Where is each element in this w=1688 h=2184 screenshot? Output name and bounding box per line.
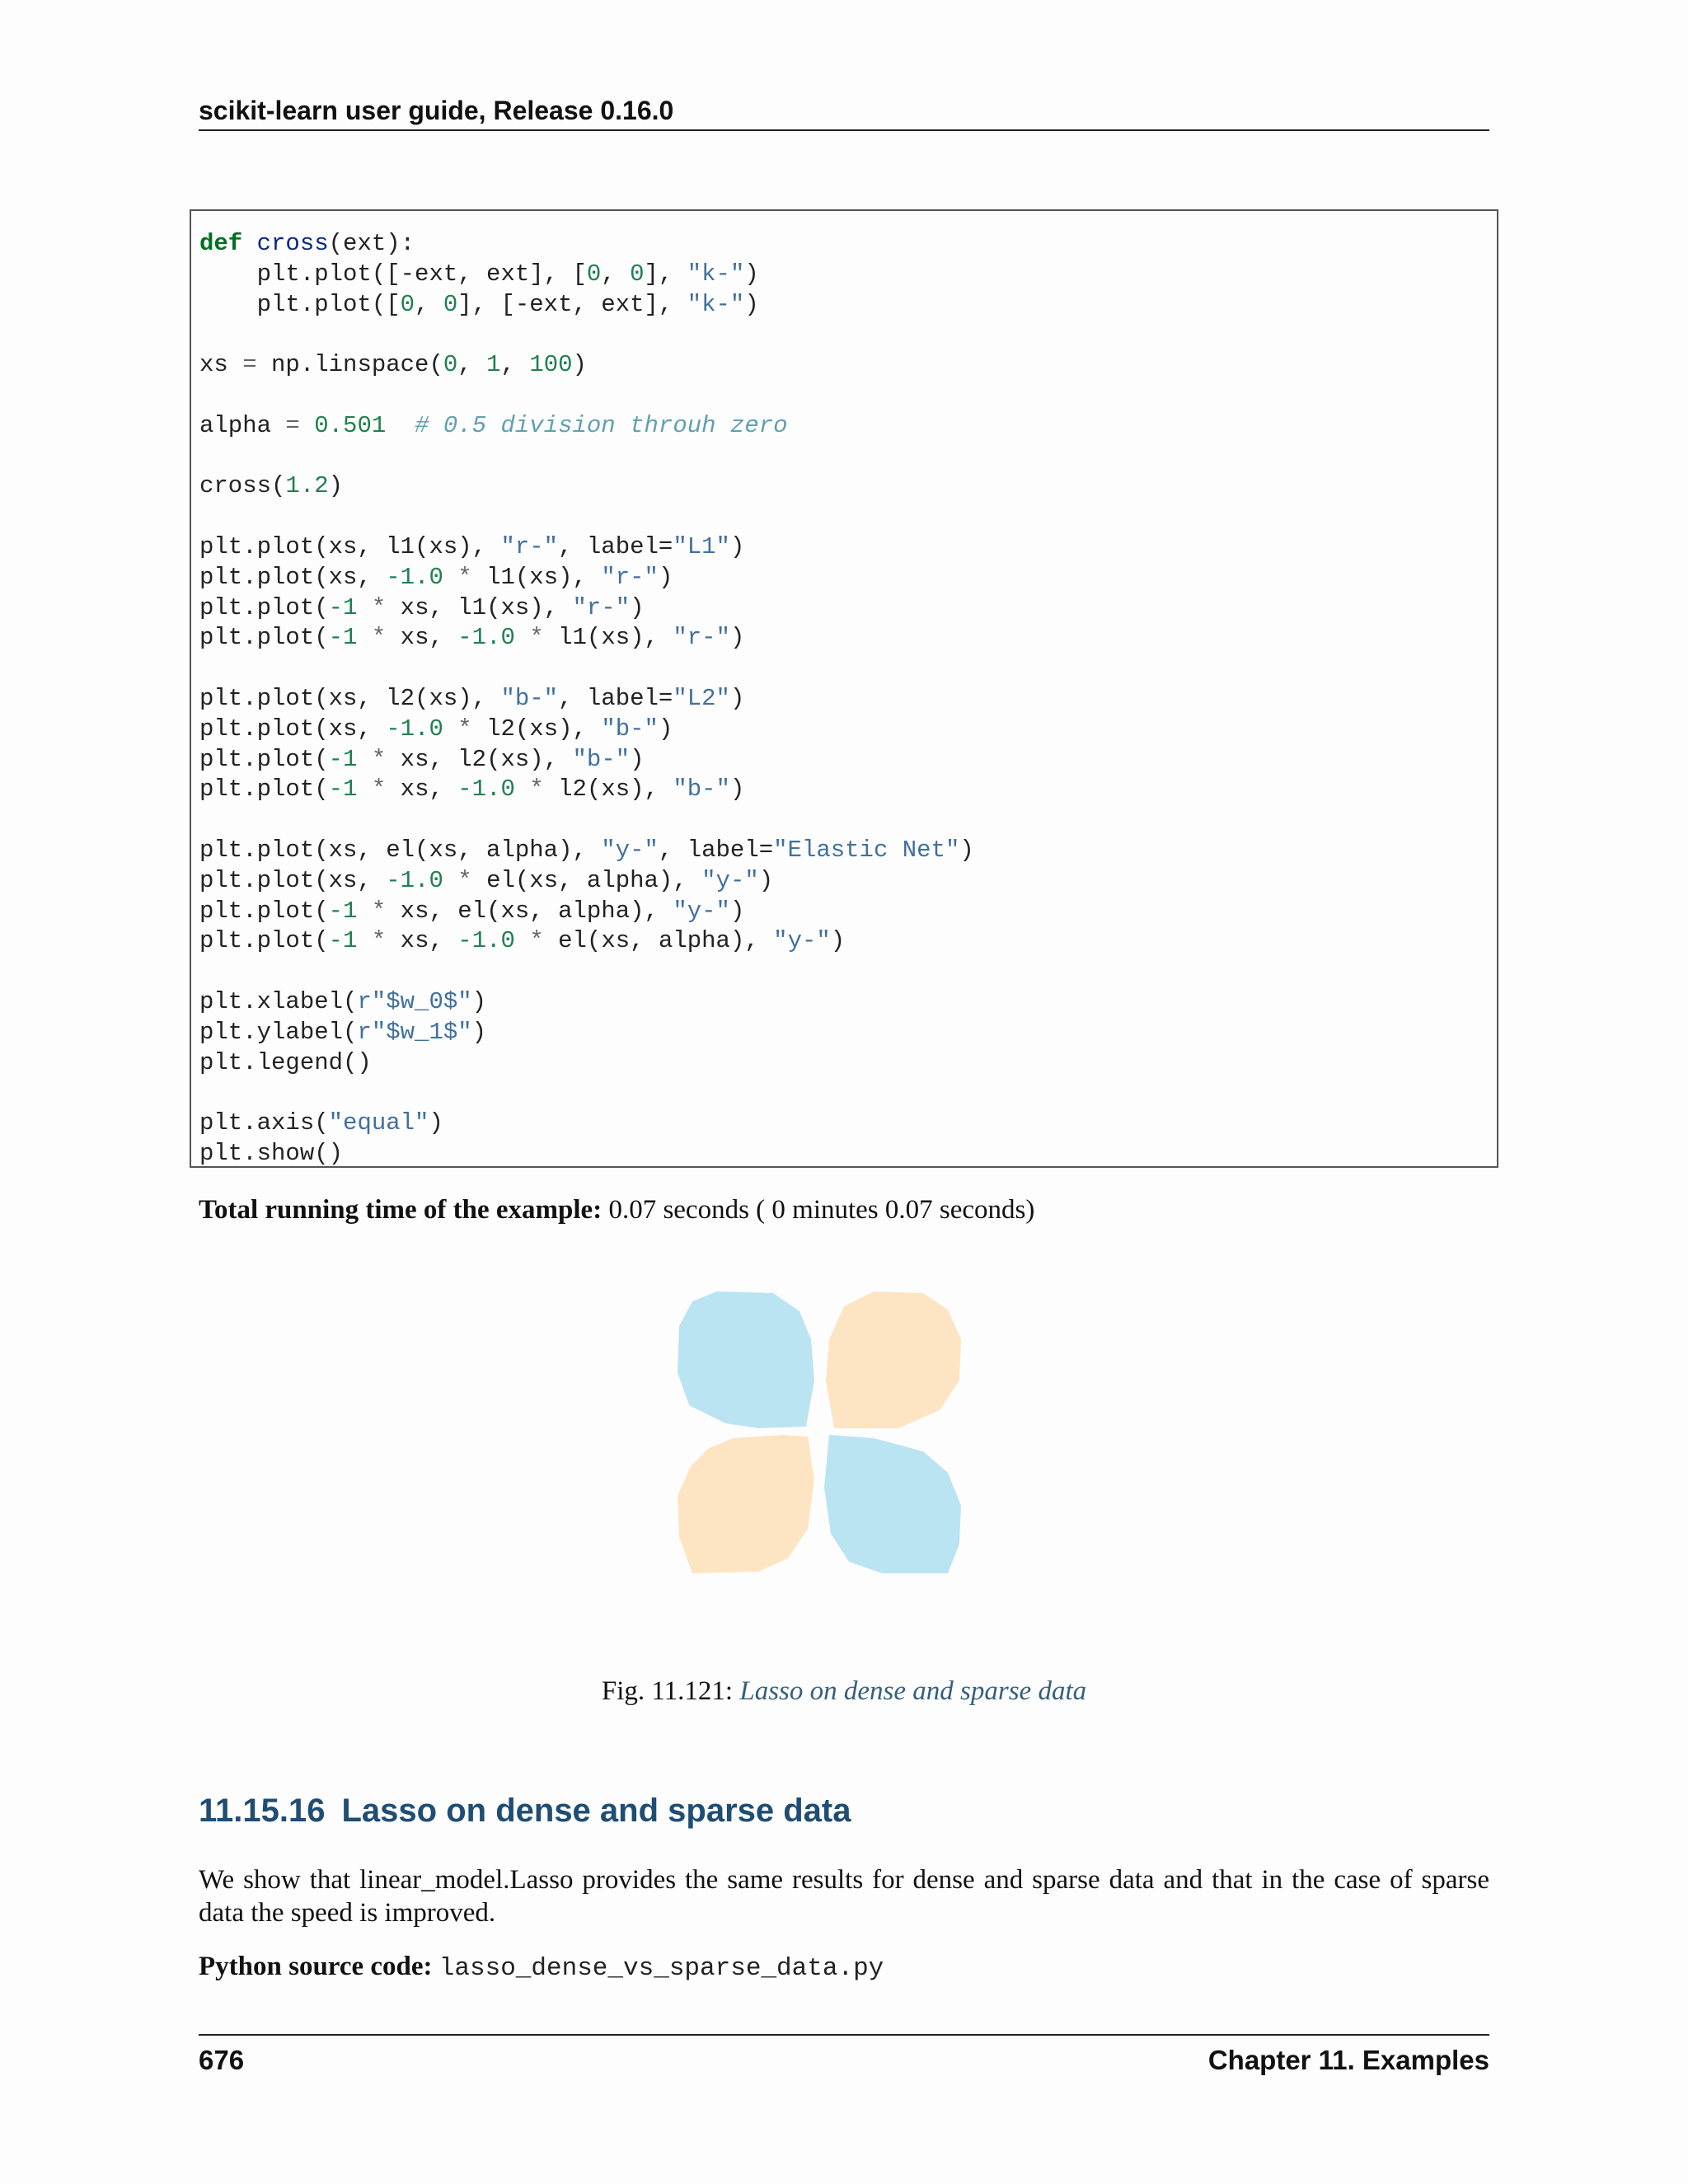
code-token: * <box>529 624 544 652</box>
section-paragraph: We show that linear_model.Lasso provides the same results for dense and sparse data and that in the case of sparse data the speed is improved. <box>199 1865 1489 1928</box>
code-line <box>199 1109 443 1137</box>
code-token: -1.0 <box>386 715 443 743</box>
page-footer <box>199 2042 1489 2079</box>
code-token <box>357 594 371 621</box>
code-token: ) <box>429 1109 443 1137</box>
code-token: * <box>529 776 544 804</box>
code-token: plt.plot([-ext, ext], [ <box>199 260 587 288</box>
code-token: ) <box>729 532 745 560</box>
code-token: xs, l1(xs), <box>386 593 573 621</box>
code-token: 1 <box>486 351 501 379</box>
code-token: 0 <box>630 260 645 288</box>
page-number: 676 <box>199 2045 245 2075</box>
code-token: -1.0 <box>457 624 515 652</box>
code-token: 0 <box>443 351 458 379</box>
code-token: xs, <box>386 624 458 652</box>
caption-link[interactable]: Lasso on dense and sparse data <box>739 1676 1087 1706</box>
code-token: ) <box>630 593 645 621</box>
code-token: plt.plot(xs, <box>199 563 387 591</box>
code-line <box>199 776 744 803</box>
code-token: ], <box>644 260 687 288</box>
code-token: * <box>371 927 387 955</box>
running-time-value: 0.07 seconds ( 0 minutes 0.07 seconds) <box>608 1195 1035 1225</box>
code-token: ) <box>471 1018 487 1046</box>
code-token: "b-" <box>673 776 730 804</box>
code-token: , label= <box>558 684 673 712</box>
code-token: ) <box>572 351 587 379</box>
code-token: plt.plot( <box>199 897 329 925</box>
code-token: ) <box>328 472 344 500</box>
code-token <box>515 776 529 803</box>
code-token: plt.plot( <box>199 927 329 955</box>
code-token: "r-" <box>601 563 659 591</box>
code-token: * <box>457 563 472 591</box>
code-token: "y-" <box>673 897 730 925</box>
petal-bottom-right <box>824 1435 961 1573</box>
lasso-figure <box>676 1290 964 1578</box>
code-token: # 0.5 division throuh zero <box>415 411 788 439</box>
code-token: r"$w_1$" <box>357 1018 472 1046</box>
code-token: "Elastic Net" <box>773 836 960 864</box>
code-token: -1.0 <box>386 866 443 894</box>
code-line <box>199 927 845 954</box>
code-token: l2(xs), <box>471 715 602 743</box>
code-token: 0 <box>443 290 458 318</box>
code-token: , <box>601 260 631 288</box>
code-line <box>199 594 645 621</box>
code-token: * <box>457 715 472 743</box>
code-token: xs, l2(xs), <box>386 745 573 773</box>
code-token: = <box>242 351 257 379</box>
code-token: "L2" <box>673 684 730 712</box>
code-token: ) <box>959 836 974 864</box>
code-line <box>199 1019 486 1046</box>
code-token: 0.501 <box>314 411 387 439</box>
code-token: ) <box>729 624 745 652</box>
code-token <box>300 412 314 439</box>
code-token: -1.0 <box>457 927 515 955</box>
footer-rule <box>199 2034 1489 2036</box>
code-token: ], [-ext, ext], <box>457 290 687 318</box>
code-token: plt.plot( <box>199 745 329 773</box>
code-token <box>515 624 529 651</box>
code-token: ) <box>729 684 745 712</box>
code-token: ) <box>758 866 774 894</box>
chapter-label: Chapter 11. Examples <box>1207 2045 1489 2075</box>
source-label: Python source code: <box>199 1952 433 1981</box>
code-token: "r-" <box>673 624 730 652</box>
code-token: plt.plot(xs, <box>199 866 387 894</box>
code-token: * <box>457 866 472 894</box>
code-token: "L1" <box>673 532 730 560</box>
code-token: l1(xs), <box>543 624 673 652</box>
code-token <box>443 715 457 743</box>
code-line <box>199 291 759 318</box>
code-token <box>443 867 457 894</box>
code-listing <box>199 229 1497 1169</box>
code-token: ) <box>830 927 846 955</box>
code-token: plt.plot( <box>199 593 329 621</box>
petal-top-left <box>678 1291 814 1428</box>
code-token: "b-" <box>500 684 559 712</box>
code-line <box>199 685 744 712</box>
code-line <box>199 715 673 743</box>
code-line <box>199 1140 343 1167</box>
code-token: xs, <box>386 776 458 804</box>
running-header: scikit-learn user guide, Release 0.16.0 <box>199 96 674 125</box>
code-token: , <box>415 290 443 318</box>
code-line <box>199 624 744 651</box>
code-token: ) <box>744 290 759 318</box>
code-token: * <box>371 593 387 621</box>
code-token: plt.plot(xs, <box>199 715 387 743</box>
figure-caption <box>0 1673 1688 1709</box>
code-token: xs, el(xs, alpha), <box>386 897 673 925</box>
code-token: xs, <box>386 927 458 955</box>
code-token: r"$w_0$" <box>357 987 472 1015</box>
code-token: * <box>371 745 387 773</box>
code-token: , label= <box>558 532 673 560</box>
code-line <box>199 1049 372 1076</box>
code-line <box>199 746 645 773</box>
code-lines <box>199 260 974 1167</box>
code-text: (ext): <box>328 230 415 257</box>
code-token: 0 <box>400 290 415 318</box>
code-token: * <box>371 624 387 652</box>
code-line <box>199 564 673 591</box>
code-line <box>199 533 744 560</box>
code-token: "equal" <box>328 1109 429 1137</box>
code-token: l1(xs), <box>471 563 602 591</box>
code-token: ) <box>729 776 745 804</box>
code-line <box>199 867 773 894</box>
code-token <box>357 927 371 954</box>
code-token: -1 <box>328 776 358 804</box>
header-rule <box>199 129 1489 131</box>
code-token: -1 <box>328 593 358 621</box>
code-line <box>199 988 486 1015</box>
code-token: plt.plot( <box>199 624 329 652</box>
code-token: -1 <box>328 624 358 652</box>
section-title: Lasso on dense and sparse data <box>341 1793 851 1829</box>
code-token: 100 <box>529 351 573 379</box>
code-token: = <box>285 411 300 439</box>
code-token: el(xs, alpha), <box>543 927 774 955</box>
code-line <box>199 472 343 499</box>
code-token: plt.axis( <box>199 1109 329 1137</box>
petal-bottom-left <box>678 1435 814 1573</box>
code-token <box>515 927 529 954</box>
running-time <box>199 1192 1034 1228</box>
code-token: ) <box>744 260 759 288</box>
code-token: , <box>500 351 530 379</box>
code-token: plt.ylabel( <box>199 1018 358 1046</box>
code-token: -1 <box>328 927 358 955</box>
section-number: 11.15.16 <box>199 1793 326 1829</box>
code-token <box>357 746 371 773</box>
code-token: plt.xlabel( <box>199 987 358 1015</box>
code-token <box>357 776 371 803</box>
code-token: np.linspace( <box>256 351 443 379</box>
code-token: "k-" <box>687 260 745 288</box>
figure-petals <box>678 1291 961 1573</box>
code-line <box>199 898 744 925</box>
code-token: , <box>457 351 487 379</box>
code-token: "y-" <box>701 866 759 894</box>
code-line <box>199 351 587 378</box>
code-token <box>386 412 415 439</box>
code-token: 0 <box>586 260 602 288</box>
code-token: * <box>371 776 387 804</box>
caption-prefix: Fig. 11.121: <box>601 1676 740 1706</box>
code-token: "k-" <box>687 290 745 318</box>
code-token <box>357 624 371 651</box>
petal-top-right <box>826 1291 961 1428</box>
code-token: "r-" <box>572 593 631 621</box>
code-line <box>199 412 788 439</box>
code-token: "b-" <box>601 715 659 743</box>
code-token: * <box>371 897 387 925</box>
code-token: plt.plot([ <box>199 290 401 318</box>
code-line <box>199 260 759 288</box>
code-token: plt.plot(xs, l1(xs), <box>199 532 501 560</box>
code-token: "y-" <box>773 927 831 955</box>
running-time-label: Total running time of the example: <box>199 1195 603 1225</box>
python-source <box>199 1948 884 1987</box>
code-token: plt.plot( <box>199 776 329 804</box>
code-token: ) <box>471 987 487 1015</box>
code-token: 1.2 <box>285 472 329 500</box>
section-heading <box>199 1788 851 1833</box>
code-token: ) <box>729 897 745 925</box>
code-token: l2(xs), <box>543 776 673 804</box>
code-token: -1 <box>328 745 358 773</box>
source-file[interactable]: lasso_dense_vs_sparse_data.py <box>438 1954 884 1983</box>
code-token: -1.0 <box>457 776 515 804</box>
code-token: "b-" <box>572 745 631 773</box>
code-token <box>443 564 457 591</box>
code-function-name: cross <box>242 230 329 257</box>
code-token: plt.plot(xs, el(xs, alpha), <box>199 836 602 864</box>
code-token: ) <box>630 745 645 773</box>
code-keyword: def <box>199 230 243 257</box>
code-token: plt.legend() <box>199 1048 372 1076</box>
code-block <box>190 209 1498 1168</box>
code-token: -1.0 <box>386 563 443 591</box>
code-token: -1 <box>328 897 358 925</box>
code-token: xs <box>199 351 243 379</box>
code-token: * <box>529 927 544 955</box>
code-token: cross( <box>199 472 286 500</box>
code-token: plt.show() <box>199 1139 344 1167</box>
code-token: el(xs, alpha), <box>471 866 702 894</box>
code-token: plt.plot(xs, l2(xs), <box>199 684 501 712</box>
code-token: "y-" <box>601 836 659 864</box>
code-token: ) <box>658 563 673 591</box>
code-token <box>357 898 371 925</box>
code-line <box>199 837 974 864</box>
code-token: ) <box>658 715 673 743</box>
code-token: alpha <box>199 411 286 439</box>
code-token: "r-" <box>500 532 559 560</box>
code-token: , label= <box>658 836 774 864</box>
